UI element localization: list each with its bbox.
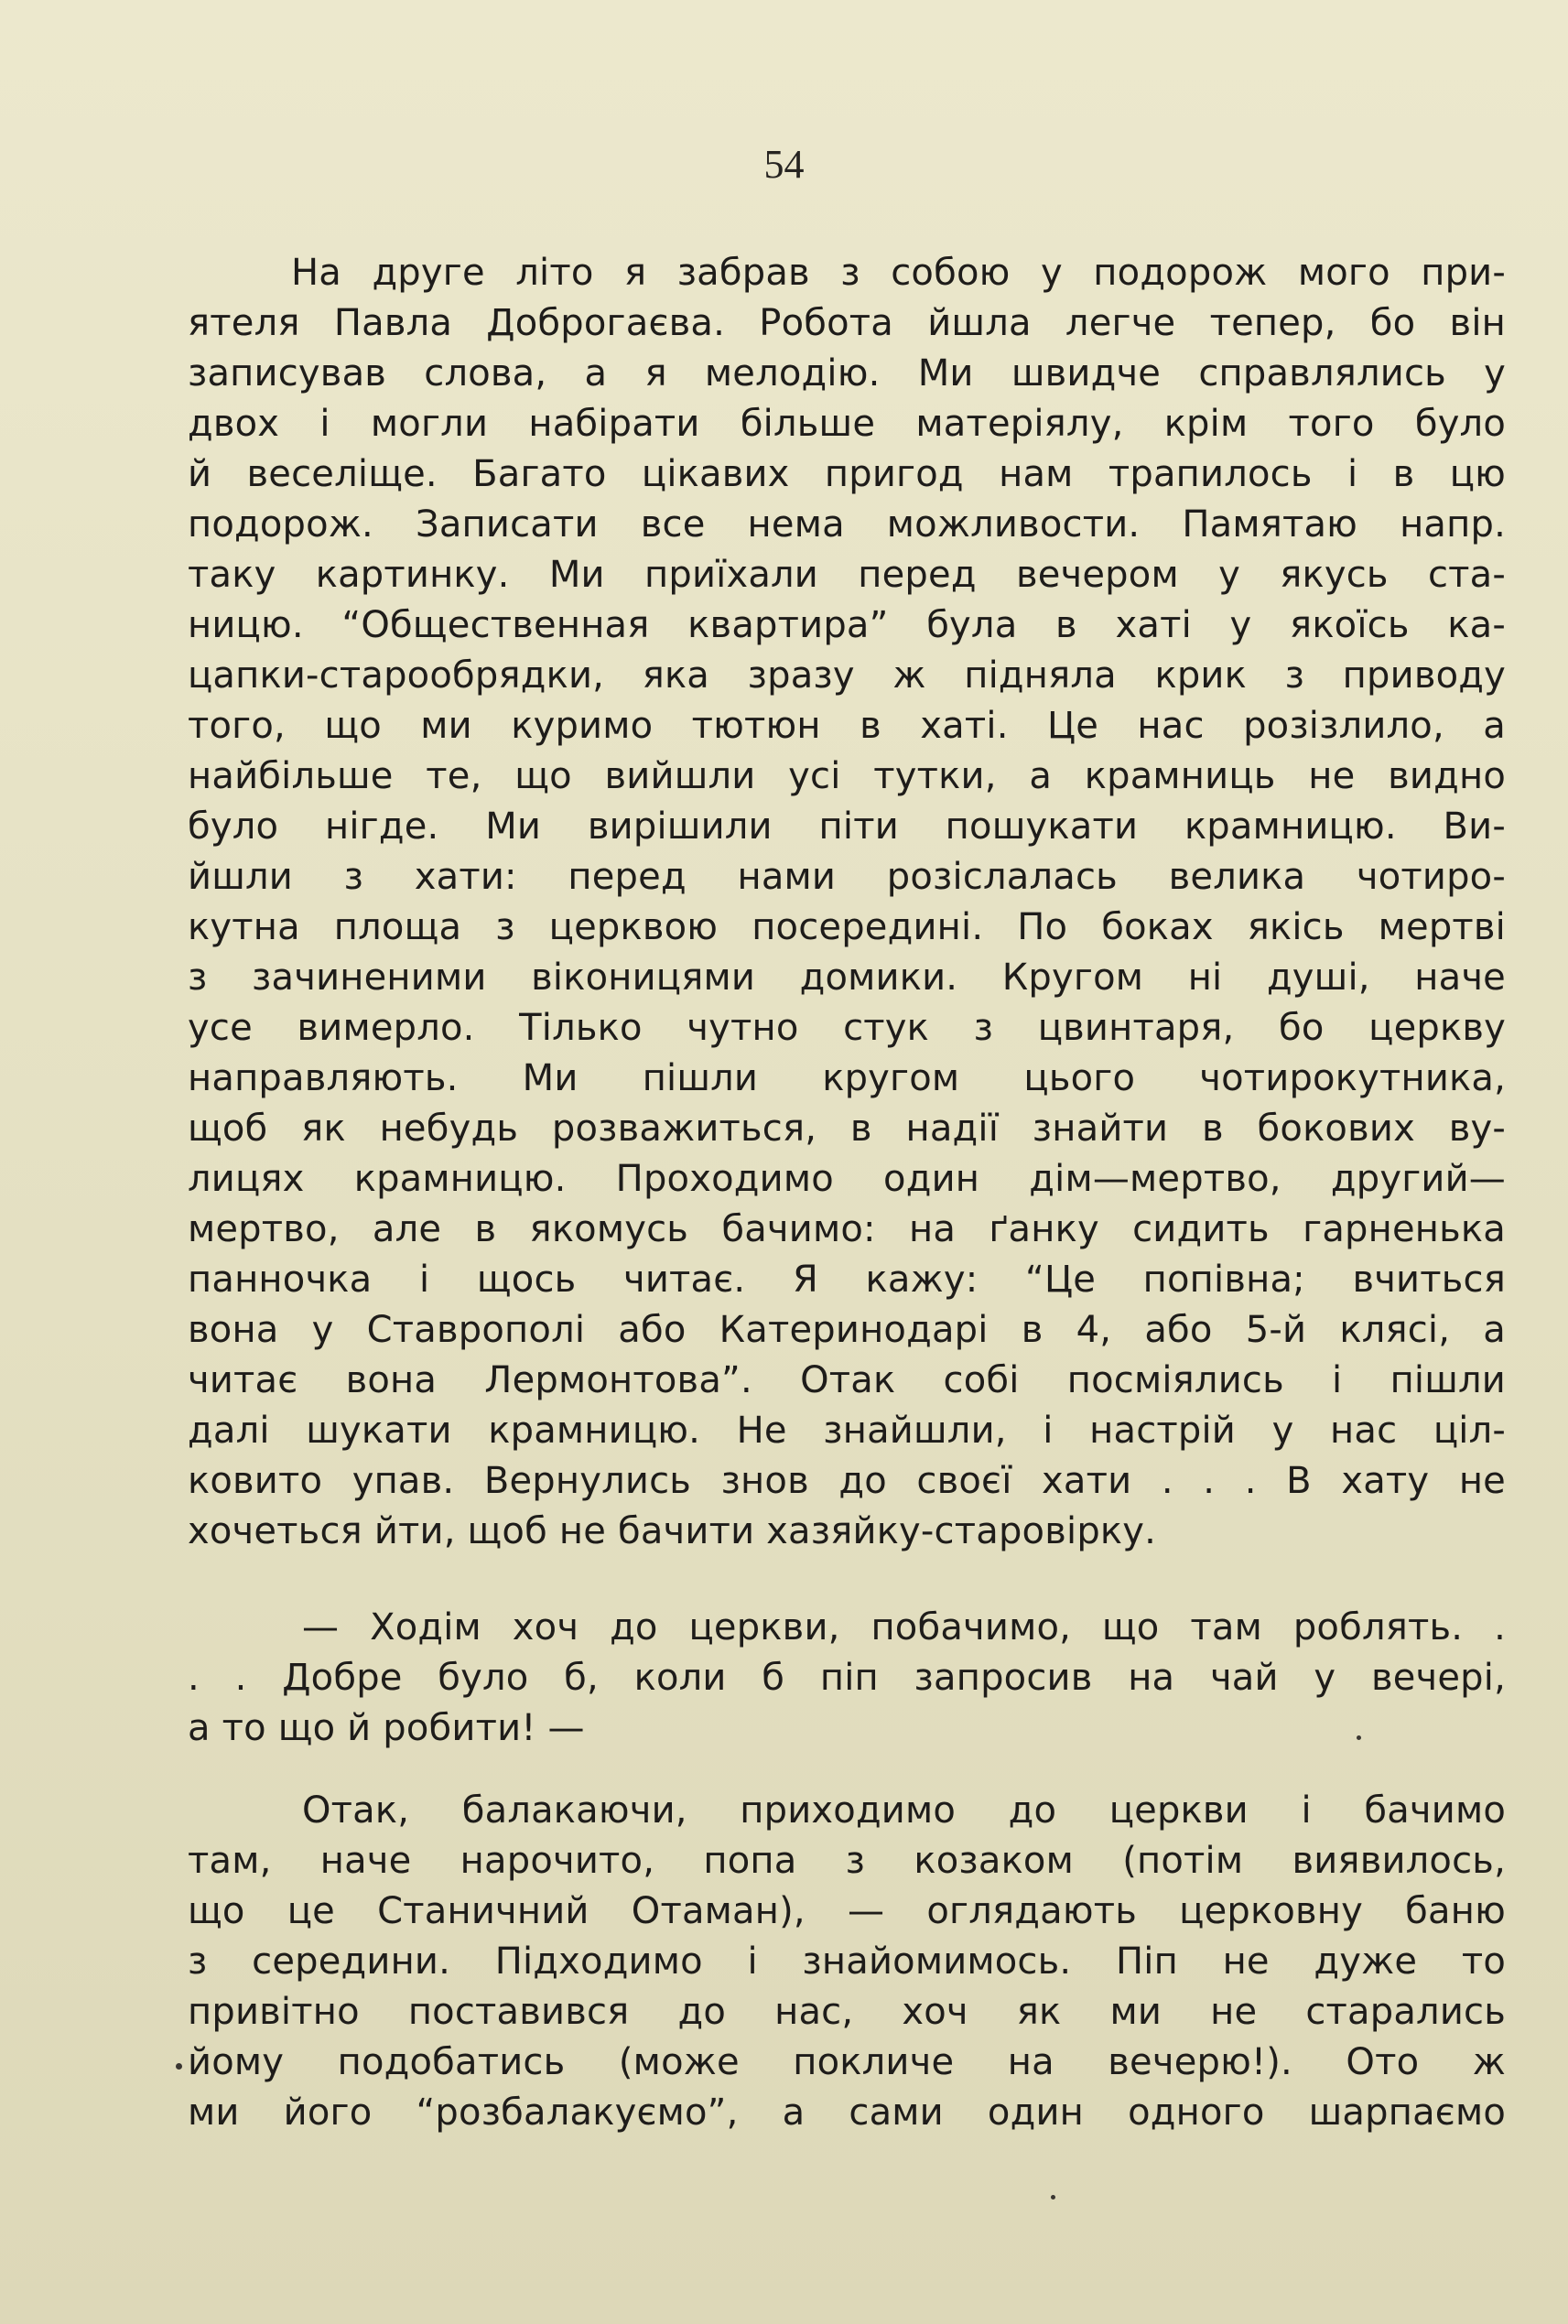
ink-speck: [176, 2063, 182, 2070]
text-line: панночка і щось читає. Я кажу: “Це попівна; вчиться: [188, 1259, 1506, 1301]
text-line: ятеля Павла Доброгаєва. Робота йшла легче тепер, бо він: [188, 302, 1506, 344]
text-line: того, що ми куримо тютюн в хаті. Це нас розізлило, а: [188, 705, 1506, 747]
text-line: а то що й робити! —: [188, 1707, 585, 1749]
text-line: з зачиненими віконицями домики. Кругом ні душі, наче: [188, 957, 1506, 999]
text-line: вона у Ставрополі або Катеринодарі в 4, або 5-й клясі, а: [188, 1309, 1506, 1351]
text-line: мертво, але в якомусь бачимо: на ґанку сидить гарненька: [188, 1208, 1506, 1250]
text-line: ми його “розбалакуємо”, а сами один одного шарпаємо: [188, 2092, 1506, 2134]
ink-speck: [1357, 1735, 1361, 1740]
text-line: таку картинку. Ми приїхали перед вечером у якусь ста-: [188, 554, 1506, 596]
text-line: й веселіще. Багато цікавих пригод нам трапилось і в цю: [188, 453, 1506, 495]
text-line: хочеться йти, щоб не бачити хазяйку-старовірку.: [188, 1510, 1157, 1552]
text-line: направляють. Ми пішли кругом цього чотирокутника,: [188, 1057, 1506, 1099]
text-line: найбільше те, що вийшли усі тутки, а крамниць не видно: [188, 755, 1506, 797]
text-line: — Ходім хоч до церкви, побачимо, що там роблять. .: [302, 1606, 1506, 1648]
text-line: подорож. Записати все нема можливости. Памятаю напр.: [188, 503, 1506, 546]
text-line: двох і могли набірати більше матеріялу, крім того було: [188, 403, 1506, 445]
text-line: . . Добре було б, коли б піп запросив на чай у вечері,: [188, 1657, 1506, 1699]
text-line: щоб як небудь розважиться, в надії знайти в бокових ву-: [188, 1108, 1506, 1150]
text-line: йшли з хати: перед нами розіслалась велика чотиро-: [188, 856, 1506, 898]
text-line: кутна площа з церквою посередині. По боках якісь мертві: [188, 906, 1506, 948]
text-line: йому подобатись (може покличе на вечерю!). Ото ж: [188, 2041, 1506, 2083]
ink-speck: [1051, 2195, 1055, 2200]
text-line: ковито упав. Вернулись знов до своєї хати . . . В хату не: [188, 1460, 1506, 1502]
text-line: записував слова, а я мелодію. Ми швидче справлялись у: [188, 352, 1506, 395]
text-line: лицях крамницю. Проходимо один дім—мертво, другий—: [188, 1158, 1506, 1200]
page-number: 54: [763, 142, 805, 187]
text-line: там, наче нарочито, попа з козаком (потім виявилось,: [188, 1840, 1506, 1882]
text-line: усе вимерло. Тілько чутно стук з цвинтаря, бо церкву: [188, 1007, 1506, 1049]
text-line: було нігде. Ми вирішили піти пошукати крамницю. Ви-: [188, 805, 1506, 848]
text-line: цапки-старообрядки, яка зразу ж підняла крик з приводу: [188, 654, 1506, 697]
text-line: ницю. “Общественная квартира” була в хаті у якоїсь ка-: [188, 604, 1506, 646]
text-line: з середини. Підходимо і знайомимось. Піп не дуже то: [188, 1940, 1506, 1983]
text-line: Отак, балакаючи, приходимо до церкви і бачимо: [302, 1789, 1506, 1832]
text-line: що це Станичний Отаман), — оглядають церковну баню: [188, 1890, 1506, 1932]
text-line: читає вона Лермонтова”. Отак собі посміялись і пішли: [188, 1359, 1506, 1401]
text-line: привітно поставився до нас, хоч як ми не старались: [188, 1991, 1506, 2033]
text-line: далі шукати крамницю. Не знайшли, і настрій у нас ціл-: [188, 1410, 1506, 1452]
text-line: На друге літо я забрав з собою у подорож мого при-: [291, 252, 1506, 294]
